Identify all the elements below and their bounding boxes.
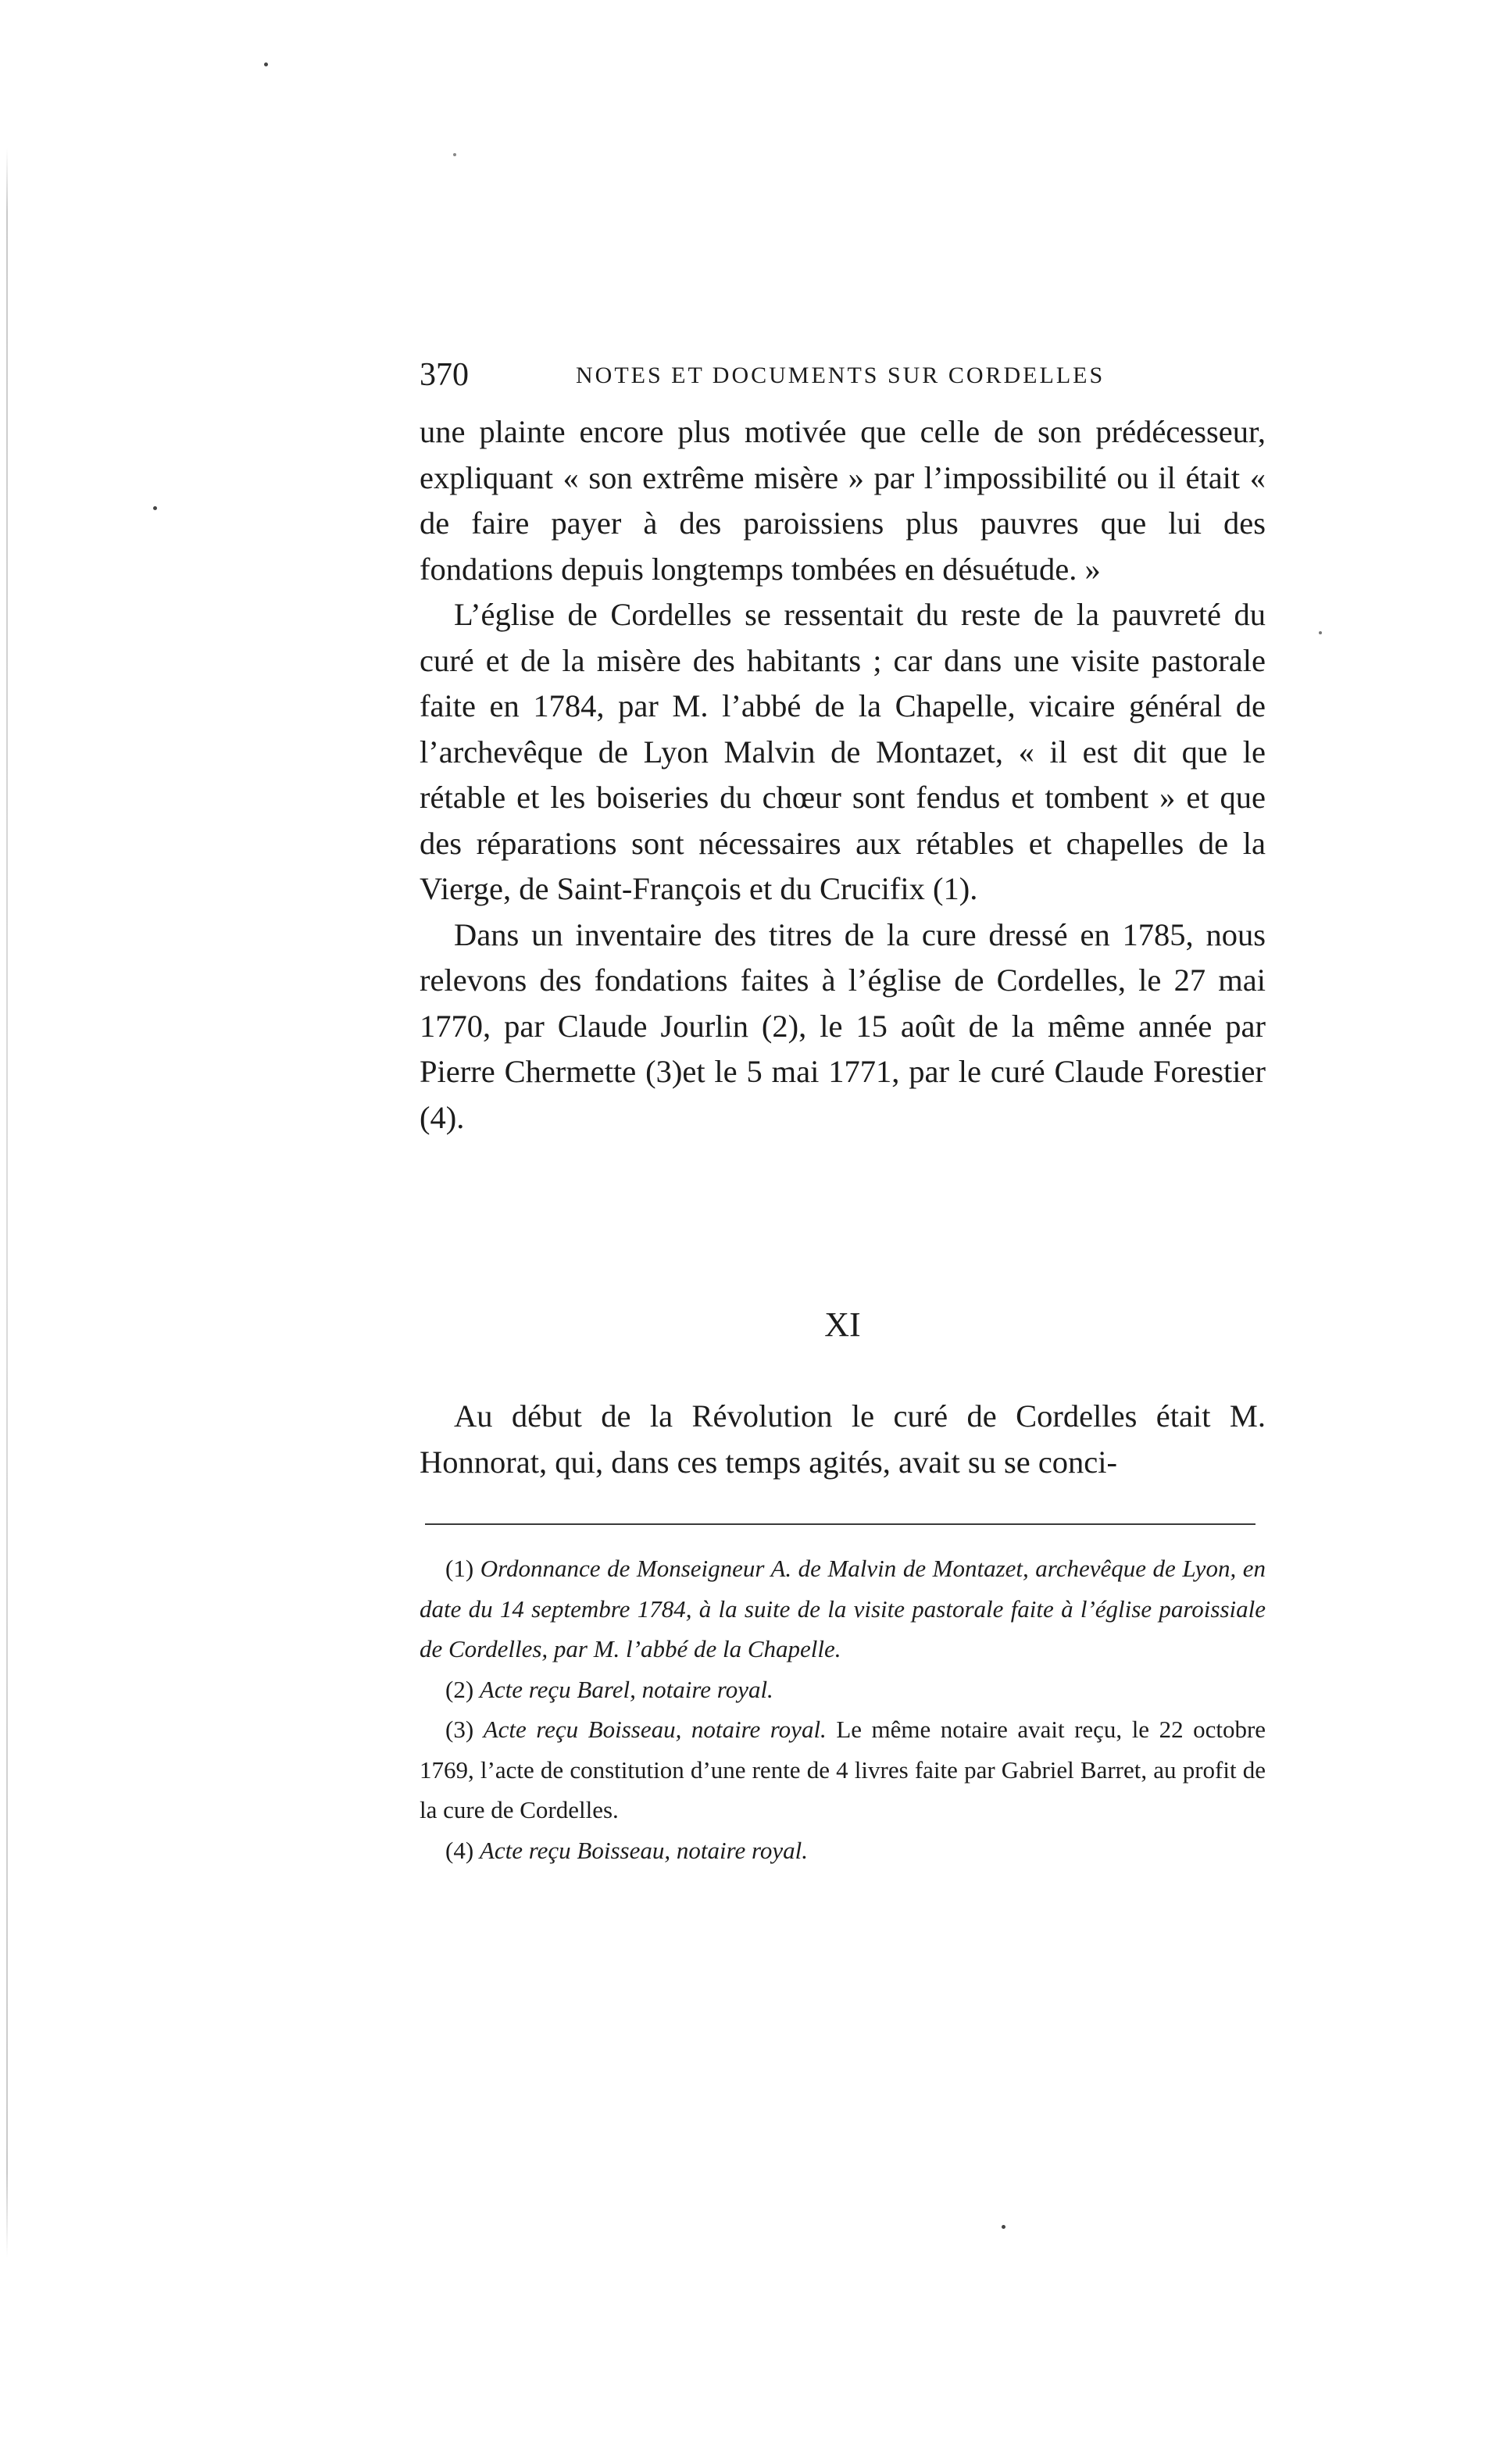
footnote-marker: (4) (445, 1836, 474, 1864)
scan-speck (153, 506, 157, 510)
section-text (420, 1394, 1266, 1485)
scan-speck (1319, 631, 1322, 634)
section-heading: XI (824, 1305, 861, 1344)
page-number: 370 (420, 357, 469, 393)
running-header (420, 355, 1266, 395)
paragraph: Au début de la Révolution le curé de Cordelles était M. Honnorat, qui, dans ces temps agités, avait su se conci- (420, 1398, 1266, 1480)
scan-speck (1002, 2225, 1005, 2229)
scan-speck (264, 62, 268, 66)
footnote-italic-text: Acte reçu Barel, notaire royal. (479, 1675, 773, 1703)
footnote-italic-text: Acte reçu Boisseau, notaire royal. (483, 1716, 827, 1743)
scan-speck (453, 153, 456, 156)
scan-page-edge (6, 148, 8, 2258)
running-head-title: NOTES ET DOCUMENTS SUR CORDELLES (576, 362, 1105, 388)
paragraph: Dans un inventaire des titres de la cure dressé en 1785, nous relevons des fondations faites à l’église de Cordelles, le 27 mai 1770, par Claude Jourlin (2), le 15 août de la même année par Pierre Chermette (3)et le 5 mai 1771, par le curé Claude Forestier (4). (420, 916, 1266, 1135)
footnote (420, 1830, 1266, 1871)
footnote (420, 1709, 1266, 1830)
footnote-marker: (1) (445, 1555, 474, 1582)
paragraph: une plainte encore plus motivée que celle de son prédécesseur, expliquant « son extrême misère » par l’impossibilité ou il était « de faire payer à des paroissiens plus pauvres que lui des fondations depuis longtemps tombées en désuétude. » (420, 414, 1266, 587)
paragraph: L’église de Cordelles se ressentait du reste de la pauvreté du curé et de la misère des habitants ; car dans une visite pastorale faite en 1784, par M. l’abbé de la Chapelle, vicaire général de l’archevêque de Lyon Malvin de Montazet, « il est dit que le rétable et les boiseries du chœur sont fendus et tombent » et que des réparations sont nécessaires aux rétables et chapelles de la Vierge, de Saint-François et du Crucifix (1). (420, 597, 1266, 906)
footnote (420, 1548, 1266, 1669)
main-text (420, 409, 1266, 1141)
footnote (420, 1669, 1266, 1710)
footnote-italic-text: Ordonnance de Monseigneur A. de Malvin de Montazet, archevêque de Lyon, en date du 14 septembre 1784, à la suite de la visite pastorale faite à l’église paroissiale de Cordelles, par M. l’abbé de la Chapelle. (420, 1555, 1266, 1662)
footnote-marker: (3) (445, 1716, 474, 1743)
footnotes (420, 1548, 1266, 1870)
footnote-italic-text: Acte reçu Boisseau, notaire royal. (479, 1836, 809, 1864)
footnote-marker: (2) (445, 1675, 474, 1703)
footnote-plain-text: Le même notaire avait reçu, le 22 octobre 1769, l’acte de constitution d’une rente de 4 livres faite par Gabriel Barret, au profit de la cure de Cordelles. (420, 1716, 1266, 1823)
footnote-divider (425, 1523, 1255, 1525)
